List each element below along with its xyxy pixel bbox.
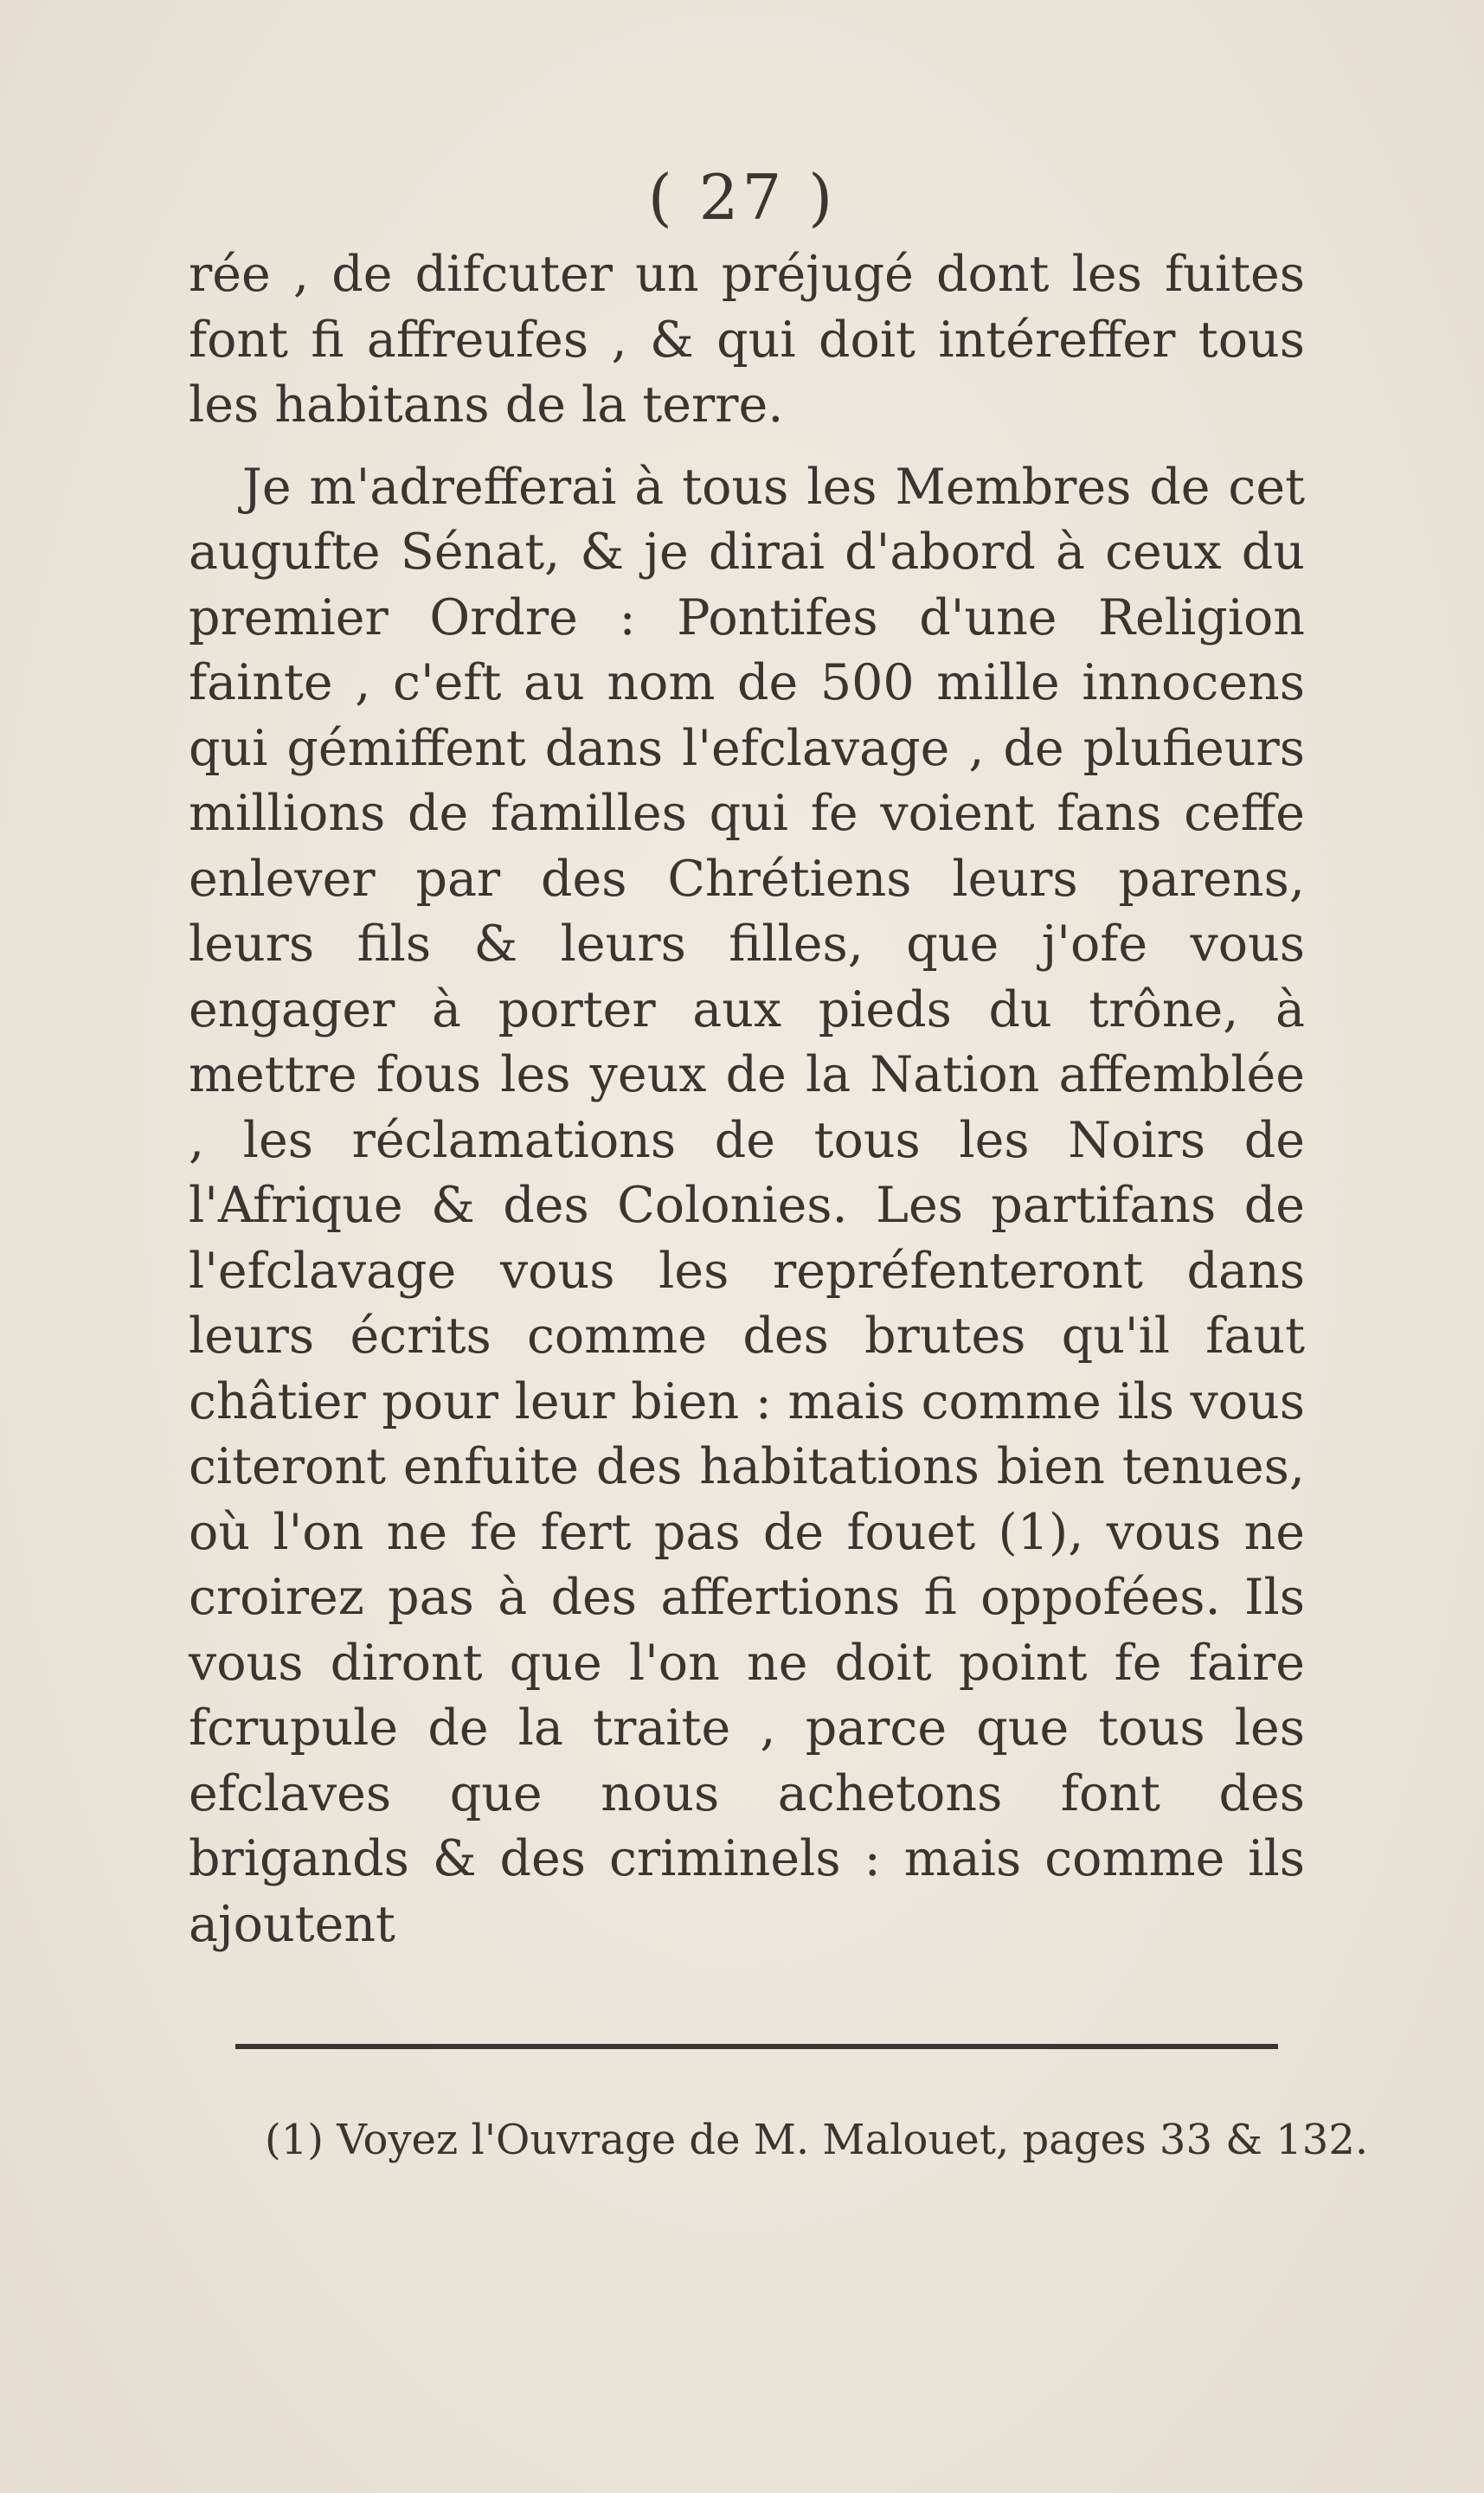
footnote-divider xyxy=(235,2044,1278,2049)
paragraph: Je m'adrefferai à tous les Membres de cet augufte Sénat, & je dirai d'abord à ceux du premier Ordre : Pontifes d'une Religion fainte , c'eft au nom de 500 mille innocens qui gémiffent dans l'efclavage , de plufieurs millions de familles qui fe voient fans ceffe enlever par des Chrétiens leurs parens, leurs fils & leurs filles, que j'ofe vous engager à porter aux pieds du trône, à mettre fous les yeux de la Nation affemblée , les réclamations de tous les Noirs de l'Afrique & des Colonies. Les partifans de l'efclavage vous les repréfenteront dans leurs écrits comme des brutes qu'il faut châtier pour leur bien : mais comme ils vous citeront enfuite des habitations bien tenues, où l'on ne fe fert pas de fouet (1), vous ne croirez pas à des affertions fi oppofées. Ils vous diront que l'on ne doit point fe faire fcrupule de la traite , parce que tous les efclaves que nous achetons font des brigands & des criminels : mais comme ils ajoutent xyxy=(189,458,1305,1953)
footnote: (1) Voyez l'Ouvrage de M. Malouet, pages 33 & 132. xyxy=(265,2116,1369,2164)
paragraph-continued: rée , de difcuter un préjugé dont les fuites font fi affreufes , & qui doit intéreffer tous les habitans de la terre. xyxy=(189,246,1305,434)
page-number: ( 27 ) xyxy=(647,161,837,234)
body-text xyxy=(189,242,1305,1957)
